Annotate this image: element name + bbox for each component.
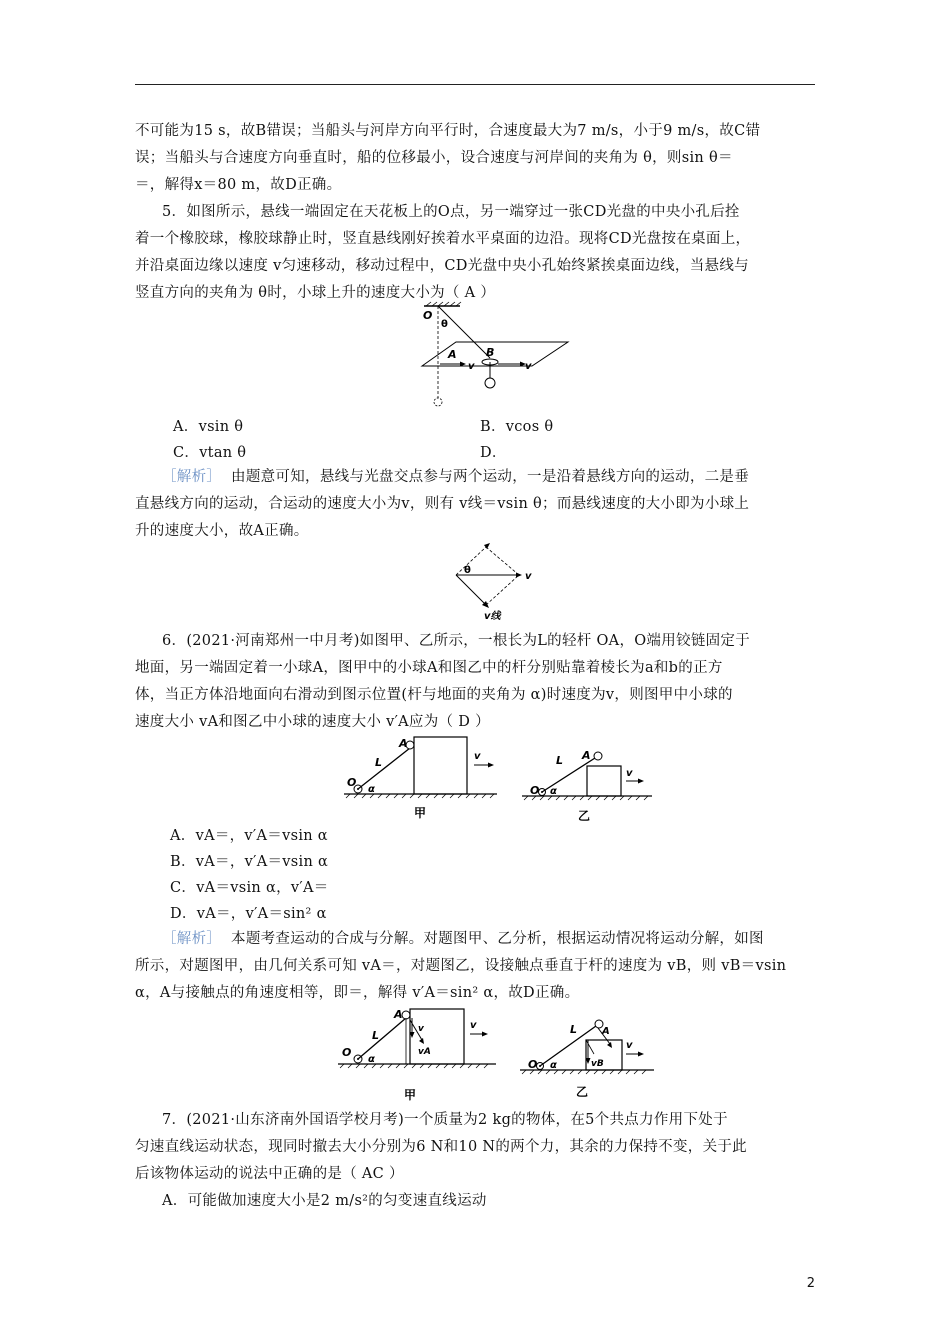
q6-option-d: D．vA＝，v′A＝sin² α xyxy=(170,906,327,922)
q7-option-a: A．可能做加速度大小是2 m/s²的匀变速直线运动 xyxy=(162,1193,487,1209)
fig-label-A: A xyxy=(394,1008,403,1021)
fig-label-B: B xyxy=(486,346,495,359)
fig-label-O: O xyxy=(342,1046,352,1059)
fig-label-A: A xyxy=(399,737,408,750)
q5-analysis-line: ［解析］ 由题意可知，悬线与光盘交点参与两个运动，一是沿着悬线方向的运动，二是垂 xyxy=(162,469,750,485)
fig-label-A: A xyxy=(602,1026,610,1037)
fig-label-alpha: α xyxy=(550,786,557,797)
q6-stem-line: 地面，另一端固定着一小球A，图甲中的小球A和图乙中的杆分别贴靠着棱长为a和b的正方 xyxy=(135,660,723,676)
q7-stem-line: 匀速直线运动状态，现同时撤去大小分别为6 N和10 N的两个力，其余的力保持不变，关于此 xyxy=(135,1139,747,1155)
fig-label-L: L xyxy=(375,756,383,769)
q6-analysis-line: ［解析］ 本题考查运动的合成与分解。对题图甲、乙分析，根据运动情况将运动分解，如图 xyxy=(162,931,764,947)
fig-label-O: O xyxy=(528,1058,538,1071)
text-line: 不可能为15 s，故B错误；当船头与河岸方向平行时，合速度最大为7 m/s，小于9 m/s，故C错 xyxy=(135,123,761,139)
fig-label-alpha: α xyxy=(368,1054,375,1065)
q5-vector-diagram xyxy=(446,543,536,621)
q7-stem-line: 后该物体运动的说法中正确的是（ AC ） xyxy=(135,1166,404,1182)
q5-analysis-line: 升的速度大小，故A正确。 xyxy=(135,523,309,539)
caption-yi: 乙 xyxy=(576,1085,589,1099)
fig-label-v: v xyxy=(525,361,532,372)
caption-jia: 甲 xyxy=(404,1088,417,1102)
fig-label-v: v xyxy=(626,768,633,779)
text-line: ＝，解得x＝80 m，故D正确。 xyxy=(135,177,342,193)
fig-label-v: v xyxy=(626,1040,633,1051)
fig-label-O: O xyxy=(347,776,357,789)
q5-stem-line: 着一个橡胶球，橡胶球静止时，竖直悬线刚好挨着水平桌面的边沿。现将CD光盘按在桌面上， xyxy=(135,231,751,247)
vec-label-theta: θ xyxy=(464,565,471,576)
fig-label-theta: θ xyxy=(441,319,448,330)
q6-analysis-figure-jia xyxy=(336,1006,501,1106)
fig-label-L: L xyxy=(556,754,564,767)
q5-stem-line: 竖直方向的夹角为 θ时，小球上升的速度大小为（ A ） xyxy=(135,285,496,301)
page-number: 2 xyxy=(806,1276,815,1291)
analysis-tag: ［解析］ xyxy=(162,931,222,947)
q6-option-c: C．vA＝vsin α，v′A＝ xyxy=(170,880,329,896)
fig-label-alpha: α xyxy=(550,1060,557,1071)
header-rule xyxy=(135,84,815,85)
q6-option-b: B．vA＝，v′A＝vsin α xyxy=(170,854,329,870)
q6-stem-line: 速度大小 vA和图乙中小球的速度大小 v′A应为（ D ） xyxy=(135,714,490,730)
fig-label-A: A xyxy=(448,348,457,361)
fig-label-L: L xyxy=(570,1023,578,1036)
q6-analysis-line: α，A与接触点的角速度相等，即＝，解得 v′A＝sin² α，故D正确。 xyxy=(135,985,580,1001)
q5-figure xyxy=(420,302,570,410)
q6-option-a: A．vA＝，v′A＝vsin α xyxy=(170,828,328,844)
fig-label-v: v xyxy=(474,751,481,762)
q5-stem-line: 并沿桌面边缘以速度 v匀速移动，移动过程中，CD光盘中央小孔始终紧挨桌面边线，当悬线与 xyxy=(135,258,749,274)
q6-analysis-line: 所示，对题图甲，由几何关系可知 vA＝，对题图乙，设接触点垂直于杆的速度为 vB，则 vB＝vsin xyxy=(135,958,787,974)
q5-option-a: A．vsin θ xyxy=(173,419,244,435)
caption-yi: 乙 xyxy=(578,809,591,823)
q7-stem-line: 7．(2021·山东济南外国语学校月考)一个质量为2 kg的物体，在5个共点力作用下处于 xyxy=(162,1112,728,1128)
q6-figure-yi xyxy=(520,746,655,824)
q5-analysis-line: 直悬线方向的运动，合运动的速度大小为v，则有 v线＝vsin θ；而悬线速度的大小即为小球上 xyxy=(135,496,750,512)
q5-option-d: D． xyxy=(480,445,507,461)
fig-label-O: O xyxy=(530,784,540,797)
fig-label-A: A xyxy=(582,749,591,762)
analysis-tag: ［解析］ xyxy=(162,469,222,485)
q6-analysis-figure-yi xyxy=(518,1018,658,1100)
text-line: 误；当船头与合速度方向垂直时，船的位移最小，设合速度与河岸间的夹角为 θ，则sin θ＝ xyxy=(135,150,733,166)
fig-label-vA: vA xyxy=(418,1047,431,1057)
q5-option-c: C．vtan θ xyxy=(173,445,247,461)
fig-label-alpha: α xyxy=(368,784,375,795)
fig-label-v: v xyxy=(468,361,475,372)
q5-stem-line: 5．如图所示，悬线一端固定在天花板上的O点，另一端穿过一张CD光盘的中央小孔后拴 xyxy=(162,204,740,220)
q6-stem-line: 体，当正方体沿地面向右滑动到图示位置(杆与地面的夹角为 α)时速度为v，则图甲中小球的 xyxy=(135,687,733,703)
fig-label-v: v xyxy=(418,1024,424,1034)
q5-option-b: B．vcos θ xyxy=(480,419,554,435)
caption-jia: 甲 xyxy=(414,806,427,820)
q6-figure-jia xyxy=(342,732,502,822)
vec-label-vline: v线 xyxy=(484,611,501,622)
fig-label-vB: vB xyxy=(591,1059,604,1069)
q6-stem-line: 6．(2021·河南郑州一中月考)如图甲、乙所示，一根长为L的轻杆 OA，O端用铰链固定于 xyxy=(162,633,751,649)
fig-label-v: v xyxy=(470,1020,477,1031)
fig-label-L: L xyxy=(372,1029,380,1042)
fig-label-O: O xyxy=(423,309,433,322)
vec-label-v: v xyxy=(525,571,532,582)
